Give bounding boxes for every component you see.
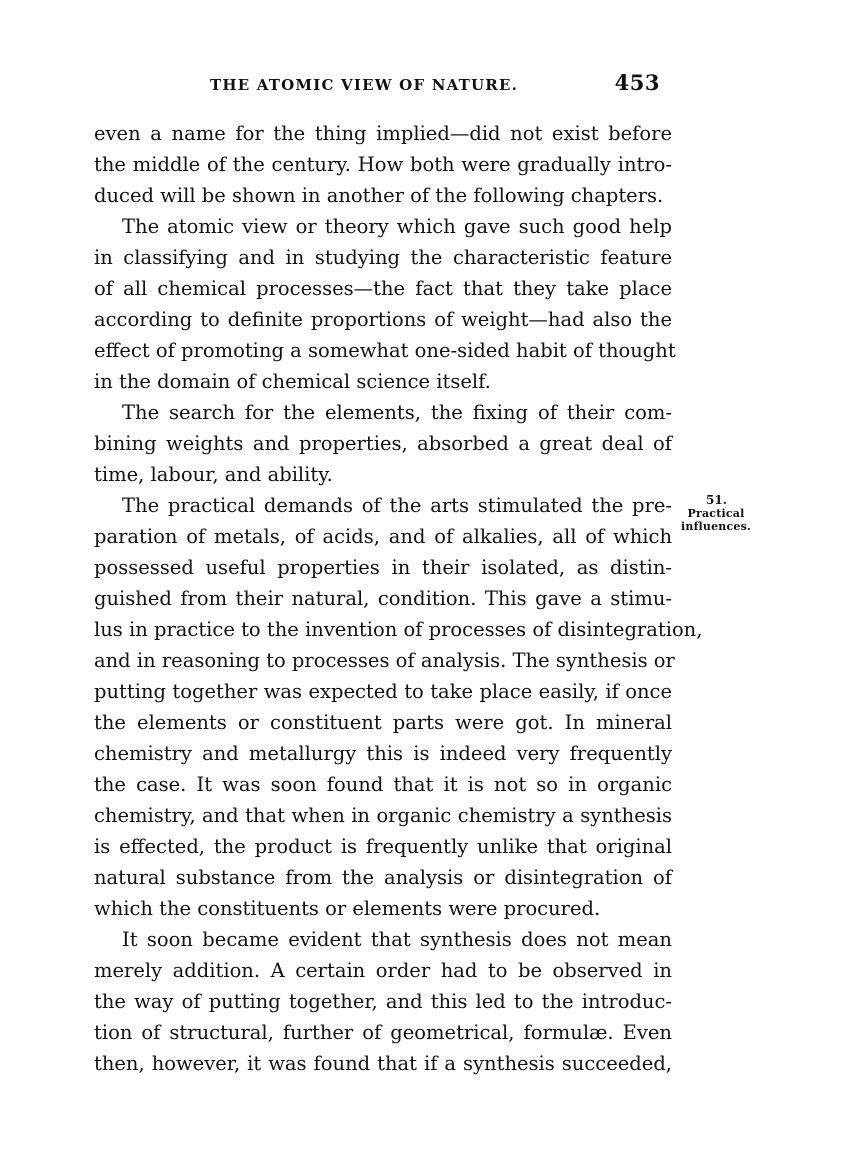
text-line: and in reasoning to processes of analysis. The synthesis or: [94, 649, 675, 672]
text-line: The atomic view or theory which gave such good help: [122, 215, 672, 238]
paragraph: [94, 490, 703, 924]
text-line: in the domain of chemical science itself.: [94, 370, 491, 393]
body-text: [94, 118, 703, 1079]
text-line: lus in practice to the invention of processes of disintegration,: [94, 618, 703, 641]
margin-note: [676, 494, 756, 533]
text-line: the way of putting together, and this led to the introduc-: [94, 990, 672, 1013]
text-line: of all chemical processes—the fact that they take place: [94, 277, 672, 300]
text-line: time, labour, and ability.: [94, 463, 333, 486]
running-head: [92, 70, 672, 100]
text-line: merely addition. A certain order had to be observed in: [94, 959, 672, 982]
text-line: in classifying and in studying the characteristic feature: [94, 246, 672, 269]
text-line: is effected, the product is frequently unlike that original: [94, 835, 672, 858]
text-line: putting together was expected to take place easily, if once: [94, 680, 672, 703]
margin-note-label: influences.: [681, 520, 751, 533]
margin-note-number: 51.: [706, 493, 727, 507]
text-line: duced will be shown in another of the following chapters.: [94, 184, 664, 207]
text-line: possessed useful properties in their isolated, as distin-: [94, 556, 672, 579]
margin-note-label: Practical: [687, 507, 745, 520]
text-line: It soon became evident that synthesis does not mean: [122, 928, 672, 951]
page-number: 453: [614, 70, 660, 95]
text-line: which the constituents or elements were procured.: [94, 897, 601, 920]
text-line: even a name for the thing implied—did not exist before: [94, 122, 672, 145]
text-line: the case. It was soon found that it is not so in organic: [94, 773, 672, 796]
text-line: The practical demands of the arts stimulated the pre-: [122, 494, 672, 517]
text-line: according to definite proportions of weight—had also the: [94, 308, 672, 331]
paragraph: [94, 924, 672, 1079]
text-line: natural substance from the analysis or disintegration of: [94, 866, 672, 889]
text-line: effect of promoting a somewhat one-sided habit of thought: [94, 339, 676, 362]
text-line: guished from their natural, condition. This gave a stimu-: [94, 587, 672, 610]
text-line: then, however, it was found that if a synthesis succeeded,: [94, 1052, 672, 1075]
text-line: bining weights and properties, absorbed a great deal of: [94, 432, 672, 455]
text-line: the middle of the century. How both were gradually intro-: [94, 153, 672, 176]
paragraph: [94, 211, 676, 397]
text-line: chemistry and metallurgy this is indeed very frequently: [94, 742, 672, 765]
running-title: THE ATOMIC VIEW OF NATURE.: [210, 76, 519, 94]
text-line: paration of metals, of acids, and of alkalies, all of which: [94, 525, 672, 548]
paragraph: [94, 397, 672, 490]
text-line: The search for the elements, the fixing of their com-: [122, 401, 672, 424]
text-line: tion of structural, further of geometrical, formulæ. Even: [94, 1021, 672, 1044]
text-line: chemistry, and that when in organic chemistry a synthesis: [94, 804, 672, 827]
paragraph: [94, 118, 672, 211]
text-line: the elements or constituent parts were got. In mineral: [94, 711, 672, 734]
